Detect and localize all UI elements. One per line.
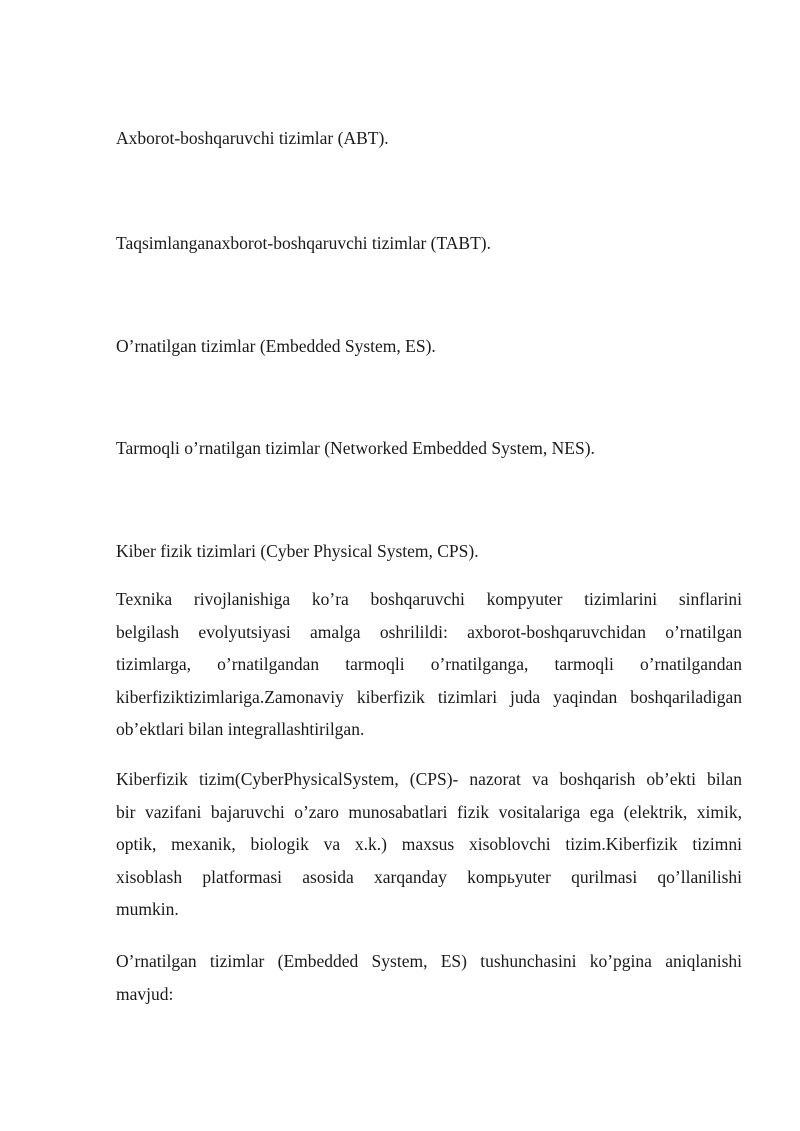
heading-abt: Axborot-boshqaruvchi tizimlar (ABT). — [116, 128, 389, 148]
paragraph-line: mavjud: — [116, 983, 174, 1004]
paragraph-line: optik, mexanik, biologik va x.k.) maxsus xisoblovchi tizim.Kiberfizik tizimni — [116, 834, 742, 855]
heading-tabt: Taqsimlanganaxborot-boshqaruvchi tizimlar (TABT). — [116, 233, 491, 253]
heading-nes: Tarmoqli o’rnatilgan tizimlar (Networked Embedded System, NES). — [116, 438, 595, 458]
paragraph-line: xisoblash platformasi asosida xarqanday kompьyuter qurilmasi qo’llanilishi — [116, 866, 742, 887]
heading-cps: Kiber fizik tizimlari (Cyber Physical System, CPS). — [116, 541, 479, 561]
paragraph-line: ob’ektlari bilan integrallashtirilgan. — [116, 719, 365, 740]
paragraph-line: kiberfiziktizimlariga.Zamonaviy kiberfizik tizimlari juda yaqindan boshqariladigan — [116, 686, 742, 707]
heading-es: O’rnatilgan tizimlar (Embedded System, ES). — [116, 336, 436, 356]
paragraph-line: Texnika rivojlanishiga ko’ra boshqaruvchi kompyuter tizimlarini sinflarini — [116, 589, 742, 609]
paragraph-line: tizimlarga, o’rnatilgandan tarmoqli o’rnatilganga, tarmoqli o’rnatilgandan — [116, 654, 742, 675]
paragraph-line: bir vazifani bajaruvchi o’zaro munosabatlari fizik vositalariga ega (elektrik, ximik, — [116, 801, 742, 822]
paragraph-evolution — [116, 583, 742, 746]
paragraph-cps-definition — [116, 763, 742, 926]
paragraph-line: Kiberfizik tizim(CyberPhysicalSystem, (CPS)- nazorat va boshqarish ob’ekti bilan — [116, 769, 742, 789]
paragraph-line: belgilash evolyutsiyasi amalga oshrilildi: axborot-boshqaruvchidan o’rnatilgan — [116, 621, 742, 642]
paragraph-line: O’rnatilgan tizimlar (Embedded System, ES) tushunchasini ko’pgina aniqlanishi — [116, 951, 742, 971]
paragraph-line: mumkin. — [116, 899, 179, 920]
paragraph-es-intro — [116, 945, 742, 1010]
